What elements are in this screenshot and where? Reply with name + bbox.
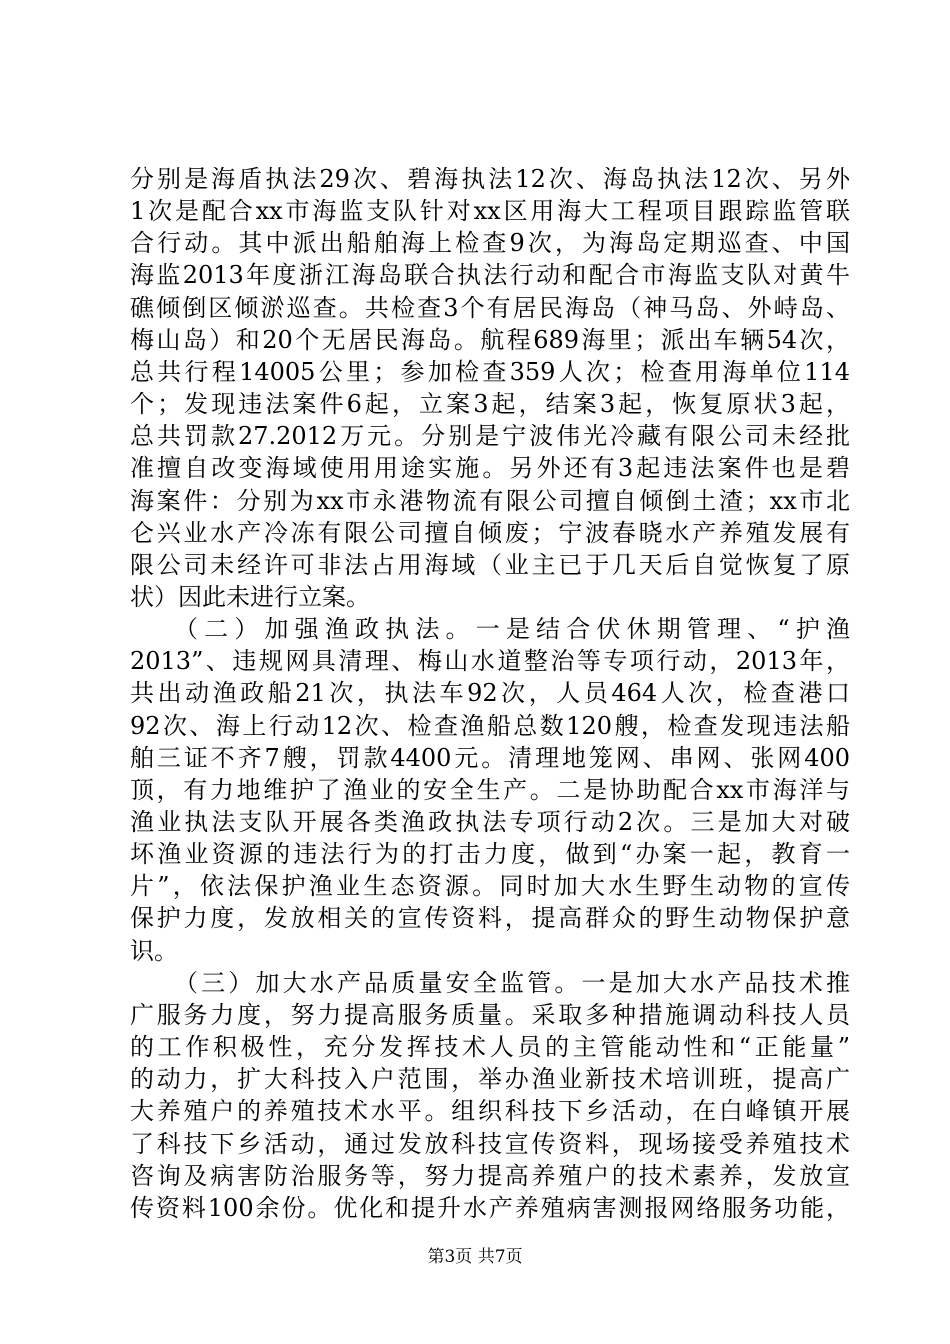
text-line: 分别是海盾执法29次、碧海执法12次、海岛执法12次、另外 — [130, 165, 850, 193]
text-line: 传资料100余份。优化和提升水产养殖病害测报网络服务功能， — [130, 1194, 850, 1222]
text-line: 渔业执法支队开展各类渔政执法专项行动2次。三是加大对破 — [130, 808, 850, 836]
text-line: 合行动。其中派出船舶海上检查9次，为海岛定期巡查、中国 — [130, 229, 850, 257]
page-footer: 第3页 共7页 — [427, 1247, 523, 1267]
text-line: 保护力度，发放相关的宣传资料，提高群众的野生动物保护意 — [130, 904, 850, 932]
text-line: 咨询及病害防治服务等，努力提高养殖户的技术素养，发放宣 — [130, 1162, 850, 1190]
paragraph-heading-line: （三）加大水产品质量安全监管。一是加大水产品技术推 — [174, 969, 850, 997]
text-line: 识。 — [130, 937, 178, 965]
text-line: 总共罚款27.2012万元。分别是宁波伟光冷藏有限公司未经批 — [130, 422, 850, 450]
text-line: 状）因此未进行立案。 — [130, 583, 370, 611]
text-line: 片”，依法保护渔业生态资源。同时加大水生野生动物的宣传 — [130, 872, 850, 900]
text-line: 1次是配合xx市海监支队针对xx区用海大工程项目跟踪监管联 — [130, 197, 850, 225]
text-line: 海监2013年度浙江海岛联合执法行动和配合市海监支队对黄牛 — [130, 261, 850, 289]
paragraph-heading-line: （二）加强渔政执法。一是结合伏休期管理、“护渔 — [174, 615, 850, 643]
text-line: 2013”、违规网具清理、梅山水道整治等专项行动，2013年， — [130, 647, 850, 675]
text-line: 顶，有力地维护了渔业的安全生产。二是协助配合xx市海洋与 — [130, 776, 850, 804]
text-line: 限公司未经许可非法占用海域（业主已于几天后自觉恢复了原 — [130, 551, 850, 579]
text-line: 大养殖户的养殖技术水平。组织科技下乡活动，在白峰镇开展 — [130, 1097, 850, 1125]
text-line: 了科技下乡活动，通过发放科技宣传资料，现场接受养殖技术 — [130, 1130, 850, 1158]
text-line: 总共行程14005公里；参加检查359人次；检查用海单位114 — [130, 358, 850, 386]
text-line: 92次、海上行动12次、检查渔船总数120艘，检查发现违法船 — [130, 712, 850, 740]
text-line: 广服务力度，努力提高服务质量。采取多种措施调动科技人员 — [130, 1001, 850, 1029]
text-line: 准擅自改变海域使用用途实施。另外还有3起违法案件也是碧 — [130, 454, 850, 482]
text-line: 礁倾倒区倾淤巡查。共检查3个有居民海岛（神马岛、外峙岛、 — [130, 294, 850, 322]
text-line: 梅山岛）和20个无居民海岛。航程689海里；派出车辆54次， — [130, 326, 850, 354]
text-line: 个；发现违法案件6起，立案3起，结案3起，恢复原状3起， — [130, 390, 850, 418]
text-line: 坏渔业资源的违法行为的打击力度，做到“办案一起，教育一 — [130, 840, 850, 868]
text-line: 的工作积极性，充分发挥技术人员的主管能动性和“正能量” — [130, 1033, 850, 1061]
text-line: 仑兴业水产冷冻有限公司擅自倾废；宁波春晓水产养殖发展有 — [130, 519, 850, 547]
text-line: 的动力，扩大科技入户范围，举办渔业新技术培训班，提高广 — [130, 1065, 850, 1093]
text-line: 共出动渔政船21次，执法车92次，人员464人次，检查港口 — [130, 679, 850, 707]
text-line: 海案件：分别为xx市永港物流有限公司擅自倾倒土渣；xx市北 — [130, 487, 850, 515]
text-line: 舶三证不齐7艘，罚款4400元。清理地笼网、串网、张网400 — [130, 744, 850, 772]
